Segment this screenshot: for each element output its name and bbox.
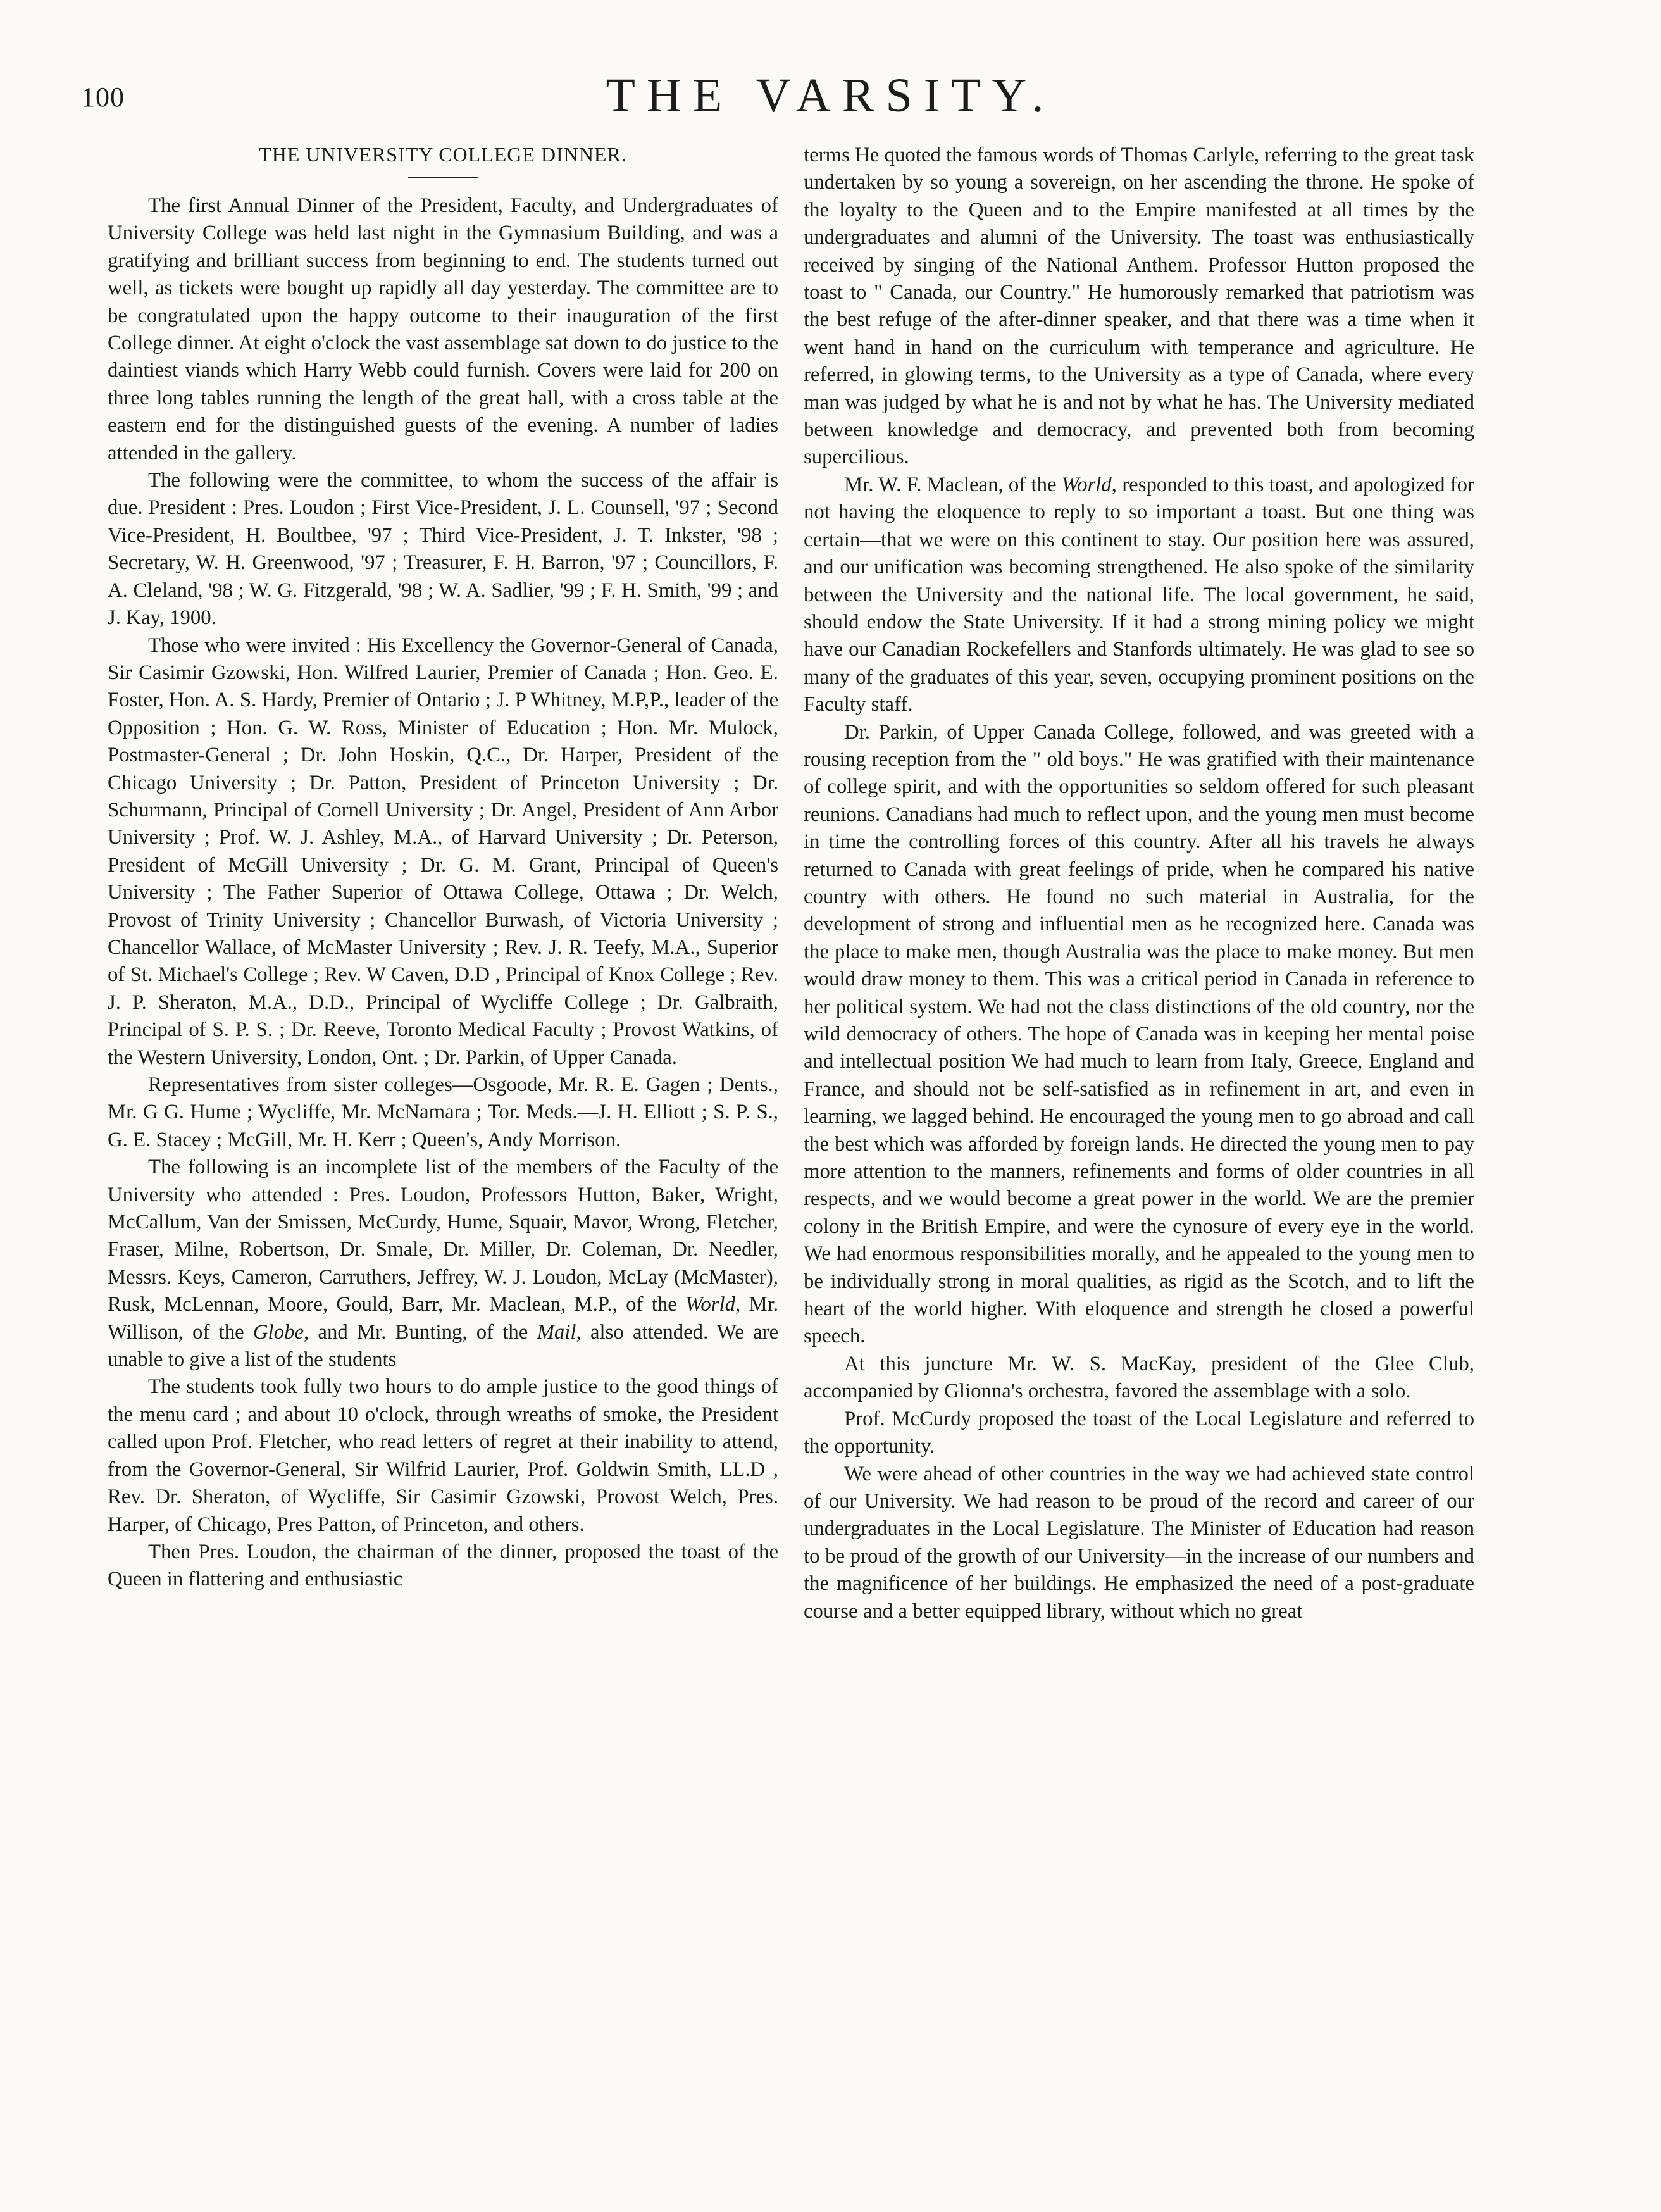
maclean-text-a: Mr. W. F. Maclean, of the [844,473,1057,496]
paragraph-committee: The following were the committee, to whom the success of the affair is due. President : Pres. Loudon ; First Vice-President, J. L. Counsell, '97 ; Second Vice-President, H. Boultbee, '97 ; Third Vice-President, J. T. Inkster, '98 ; Secretary, W. H. Greenwood, '97 ; Treasurer, F. H. Barron, '97 ; Councillors, F. A. Cleland, '98 ; W. G. Fitzgerald, '98 ; W. A. Sadlier, '99 ; F. H. Smith, '99 ; and J. Kay, 1900. [108,469,778,630]
masthead-title: THE VARSITY. [606,69,1055,122]
paragraph-menu: The students took fully two hours to do ample justice to the good things of the menu card ; and about 10 o'clock, through wreaths of smoke, the President called upon Prof. Fletcher, who read letters of regret at their inability to attend, from the Governor-General, Sir Wilfrid Laurier, Prof. Goldwin Smith, LL.D , Rev. Dr. Sheraton, of Wycliffe, Sir Casimir Gzowski, Provost Welch, Pres. Harper, of Chicago, Pres Patton, of Princeton, and others. [108,1375,778,1536]
newspaper-name-mail: Mail [537,1320,576,1344]
paragraph-state-control: We were ahead of other countries in the way we had achieved state control of our University. We had reason to be proud of the record and career of our undergraduates in the Local Legislature. The Minister of Education had reason to be proud of the growth of our University—in the increase of our numbers and the magnificence of her buildings. He emphasized the need of a post-graduate course and a better equipped library, without which no great [804,1462,1474,1623]
paragraph-opening: The first Annual Dinner of the President, Faculty, and Undergraduates of University College was held last night in the Gymnasium Building, and was a gratifying and brilliant success from beginning to end. The students turned out well, as tickets were bought up rapidly all day yesterday. The committee are to be congratulated upon the happy outcome to their inauguration of the first College dinner. At eight o'clock the vast assemblage sat down to do justice to the daintiest viands which Harry Webb could furnish. Covers were laid for 200 on three long tables running the length of the great hall, with a cross table at the eastern end for the distinguished guests of the evening. A number of ladies attended in the gallery. [108,194,778,465]
paragraph-mccurdy: Prof. McCurdy proposed the toast of the Local Legislature and referred to the opportunity. [804,1407,1474,1458]
paragraph-representatives: Representatives from sister colleges—Osgoode, Mr. R. E. Gagen ; Dents., Mr. G G. Hume ; Wycliffe, Mr. McNamara ; Tor. Meds.—J. H. Elliott ; S. P. S., G. E. Stacey ; McGill, Mr. H. Kerr ; Queen's, Andy Morrison. [108,1073,778,1151]
faculty-text-a: The following is an incomplete list of the members of the Faculty of the University who attended : Pres. Loudon, Professors Hutton, Baker, Wright, McCallum, Van der Smissen, McCurdy, Hume, Squair, Mavor, Wrong, Fletcher, Fraser, Milne, Robertson, Dr. Smale, Dr. Miller, Dr. Coleman, Dr. Needler, Messrs. Keys, Cameron, Carruthers, Jeffrey, W. J. Loudon, McLay (McMaster), Rusk, McLennan, Moore, Gould, Barr, Mr. Maclean, M.P., of the [108,1156,778,1316]
newspaper-name-world: World [685,1293,736,1316]
headline-rule [408,177,478,178]
faculty-text-b: , Mr. Willison, of the [108,1293,779,1344]
right-column [804,142,1474,1625]
article-headline: THE UNIVERSITY COLLEGE DINNER. [259,143,627,166]
paragraph-glee-club: At this juncture Mr. W. S. MacKay, president of the Glee Club, accompanied by Glionna's orchestra, favored the assemblage with a solo. [804,1352,1474,1403]
newspaper-name-world-2: World [1061,473,1112,496]
faculty-text-d: , also attended. We are unable to give a list of the students [108,1320,779,1372]
faculty-text-c: , and Mr. Bunting, of the [304,1320,528,1344]
paragraph-parkin: Dr. Parkin, of Upper Canada College, followed, and was greeted with a rousing reception from the " old boys." He was gratified with their maintenance of college spirit, and with the opportunities so seldom offered for such pleasant reunions. Canadians had much to reflect upon, and the young men must become in time the controlling forces of this country. After all his travels he always returned to Canada with great feelings of pride, when he compared his native country with others. He found no such material in Australia, for the development of strong and influential men as he recognized here. Canada was the place to make men, though Australia was the place to make money. But men would draw money to them. This was a critical period in Canada in reference to her political system. We had not the class distinctions of the old country, nor the wild democracy of others. The hope of Canada was in keeping her mental poise and intellectual position We had much to learn from Italy, Greece, England and France, and should not be self-satisfied as in refinement in art, and even in learning, we lagged behind. He encouraged the young men to go abroad and call the best which was afforded by foreign lands. He directed the young men to pay more attention to the manners, refinements and forms of older countries in all respects, and we would become a great power in the world. We are the premier colony in the British Empire, and were the cynosure of every eye in the world. We had enormous responsibilities morally, and he appealed to the young men to be individually strong in moral qualities, as rigid as the Scotch, and to lift the heart of the world higher. With eloquence and strength he closed a powerful speech. [804,720,1474,1348]
paragraph-maclean [804,472,1474,719]
left-column [108,141,778,1594]
paragraph-toast-queen: Then Pres. Loudon, the chairman of the dinner, proposed the toast of the Queen in flattering and enthusiastic [108,1540,778,1591]
paragraph-invited: Those who were invited : His Excellency the Governor-General of Canada, Sir Casimir Gzowski, Hon. Wilfred Laurier, Premier of Canada ; Hon. Geo. E. Foster, Hon. A. S. Hardy, Premier of Ontario ; J. P Whitney, M.P,P., leader of the Opposition ; Hon. G. W. Ross, Minister of Education ; Hon. Mr. Mulock, Postmaster-General ; Dr. John Hoskin, Q.C., Dr. Harper, President of the Chicago University ; Dr. Patton, President of Princeton University ; Dr. Schurmann, Principal of Cornell University ; Dr. Angel, President of Ann Arbor University ; Prof. W. J. Ashley, M.A., of Harvard University ; Dr. Peterson, President of McGill University ; Dr. G. M. Grant, Principal of Queen's University ; The Father Superior of Ottawa College, Ottawa ; Dr. Welch, Provost of Trinity University ; Chancellor Burwash, of Victoria University ; Chancellor Wallace, of McMaster University ; Rev. J. R. Teefy, M.A., Superior of St. Michael's College ; Rev. W Caven, D.D , Principal of Knox College ; Rev. J. P. Sheraton, M.A., D.D., Principal of Wycliffe College ; Dr. Galbraith, Principal of S. P. S. ; Dr. Reeve, Toronto Medical Faculty ; Provost Watkins, of the Western University, London, Ont. ; Dr. Parkin, of Upper Canada. [108,634,778,1069]
newspaper-name-globe: Globe [252,1320,304,1344]
paragraph-faculty [108,1154,778,1373]
maclean-text-b: , responded to this toast, and apologized for not having the eloquence to reply to so important a toast. But one thing was certain—that we were on this continent to stay. Our position here was assured, and our unification was becoming strengthened. He also spoke of the similarity between the University and the national life. The local government, he said, should endow the State University. If it had a strong mining policy we might have our Canadian Rockefellers and Stanfords ultimately. He was glad to see so many of the graduates of this year, seven, occupying prominent positions on the Faculty staff. [804,473,1474,716]
paragraph-continued: terms He quoted the famous words of Thomas Carlyle, referring to the great task undertaken by so young a sovereign, on her ascending the throne. He spoke of the loyalty to the Queen and to the Empire manifested at all times by the undergraduates and alumni of the University. The toast was enthusiastically received by singing of the National Anthem. Professor Hutton proposed the toast to " Canada, our Country." He humorously remarked that patriotism was the best refuge of the after-dinner speaker, and that there was a time when it went hand in hand on the curriculum with temperance and agriculture. He referred, in glowing terms, to the University as a type of Canada, where every man was judged by what he is and not by what he has. The University mediated between knowledge and democracy, and prevented both from becoming supercilious. [804,144,1474,469]
page-number: 100 [81,82,125,113]
